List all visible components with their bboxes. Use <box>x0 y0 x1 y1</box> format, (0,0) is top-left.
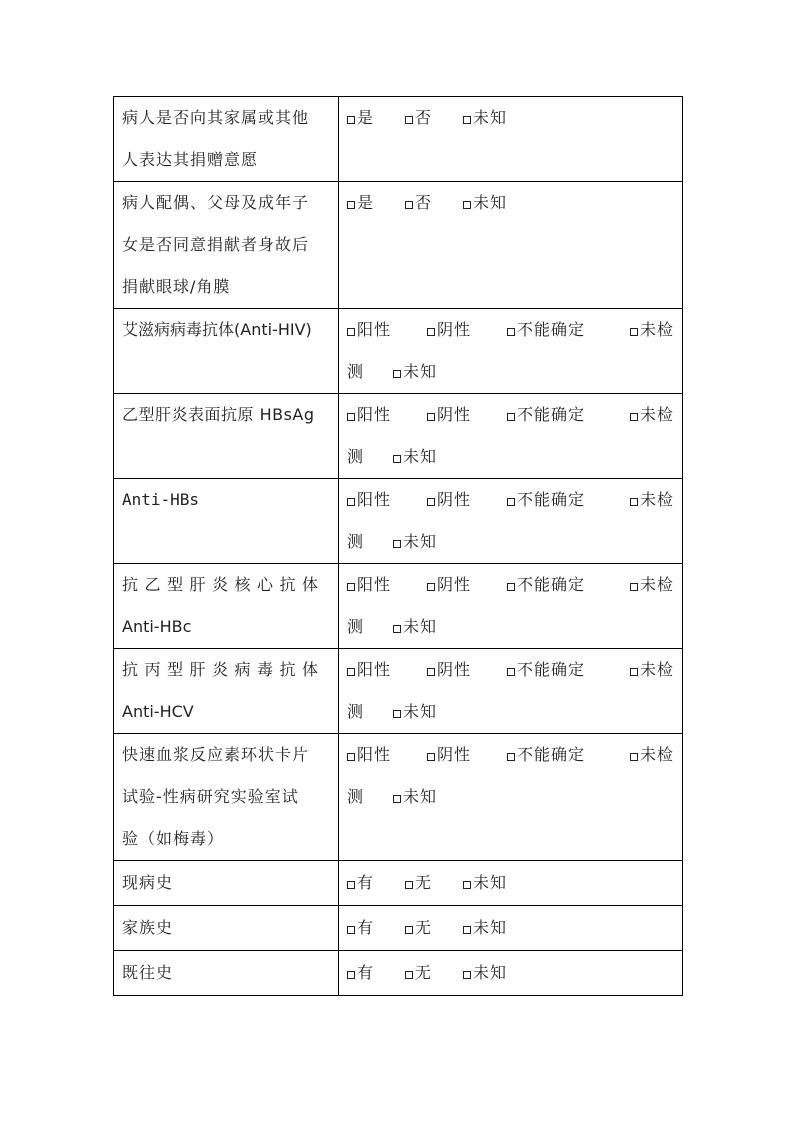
checkbox[interactable] <box>463 971 471 979</box>
checkbox[interactable] <box>507 413 515 421</box>
question-line: 人表达其捐赠意愿 <box>122 150 259 169</box>
answer-cell <box>339 564 683 649</box>
option-not-tested[interactable]: 未检 <box>630 309 674 351</box>
checkbox[interactable] <box>347 971 355 979</box>
option-not-tested[interactable]: 未检 <box>630 734 674 776</box>
question-line: 快速血浆反应素环状卡片 <box>122 745 310 764</box>
checkbox[interactable] <box>507 498 515 506</box>
table-row <box>114 861 683 906</box>
option-unknown[interactable]: 未知 <box>463 906 507 950</box>
option-no[interactable]: 否 <box>405 182 463 224</box>
answer-cell <box>339 861 683 906</box>
option-not-tested-continued: 测 <box>347 617 365 636</box>
checkbox[interactable] <box>507 668 515 676</box>
option-yes[interactable]: 是 <box>347 97 405 139</box>
question-cell <box>114 479 339 564</box>
question-line: 既往史 <box>122 963 174 982</box>
question-cell <box>114 309 339 394</box>
checkbox[interactable] <box>393 370 401 378</box>
question-line: 女是否同意捐献者身故后 <box>122 235 310 254</box>
option-yes[interactable]: 有 <box>347 951 405 995</box>
question-line: 病人配偶、父母及成年子 <box>122 193 310 212</box>
question-line: 抗丙型肝炎病毒抗体 <box>122 660 325 679</box>
question-cell <box>114 906 339 951</box>
table-row <box>114 182 683 309</box>
table-row <box>114 564 683 649</box>
option-yes[interactable]: 有 <box>347 861 405 905</box>
checkbox[interactable] <box>463 116 471 124</box>
checkbox[interactable] <box>393 795 401 803</box>
checkbox[interactable] <box>427 668 435 676</box>
answer-cell <box>339 649 683 734</box>
checkbox[interactable] <box>347 413 355 421</box>
question-line: 现病史 <box>122 873 174 892</box>
question-cell <box>114 182 339 309</box>
question-line: 病人是否向其家属或其他 <box>122 108 310 127</box>
question-line: 捐献眼球/角膜 <box>122 277 231 296</box>
option-positive[interactable]: 阳性 <box>347 734 427 776</box>
checkbox[interactable] <box>347 668 355 676</box>
option-positive[interactable]: 阳性 <box>347 564 427 606</box>
question-line: Anti-HBc <box>122 617 192 636</box>
option-not-tested[interactable]: 未检 <box>630 649 674 691</box>
answer-cell <box>339 479 683 564</box>
checkbox[interactable] <box>347 881 355 889</box>
option-yes[interactable]: 有 <box>347 906 405 950</box>
checkbox[interactable] <box>630 668 638 676</box>
option-not-tested[interactable]: 未检 <box>630 394 674 436</box>
checkbox[interactable] <box>393 710 401 718</box>
question-line: 验（如梅毒） <box>122 829 225 848</box>
checkbox[interactable] <box>427 328 435 336</box>
checkbox[interactable] <box>347 201 355 209</box>
option-indeterminate[interactable]: 不能确定 <box>507 309 625 351</box>
option-unknown[interactable]: 未知 <box>393 606 437 648</box>
option-indeterminate[interactable]: 不能确定 <box>507 649 625 691</box>
option-unknown[interactable]: 未知 <box>463 951 507 995</box>
option-negative[interactable]: 阴性 <box>427 734 507 776</box>
option-unknown[interactable]: 未知 <box>393 436 437 478</box>
option-negative[interactable]: 阴性 <box>427 479 507 521</box>
option-indeterminate[interactable]: 不能确定 <box>507 479 625 521</box>
checkbox[interactable] <box>347 328 355 336</box>
checkbox[interactable] <box>347 753 355 761</box>
checkbox[interactable] <box>630 413 638 421</box>
answer-cell <box>339 734 683 861</box>
checkbox[interactable] <box>630 753 638 761</box>
checkbox[interactable] <box>347 116 355 124</box>
question-line: Anti-HCV <box>122 702 194 721</box>
option-no[interactable]: 无 <box>405 951 463 995</box>
checkbox[interactable] <box>507 583 515 591</box>
answer-cell <box>339 394 683 479</box>
question-cell <box>114 861 339 906</box>
checkbox[interactable] <box>463 926 471 934</box>
option-unknown[interactable]: 未知 <box>463 182 507 224</box>
option-not-tested-continued: 测 <box>347 447 365 466</box>
option-positive[interactable]: 阳性 <box>347 309 427 351</box>
table-row <box>114 394 683 479</box>
checkbox[interactable] <box>630 583 638 591</box>
option-unknown[interactable]: 未知 <box>463 861 507 905</box>
answer-cell <box>339 309 683 394</box>
question-line: Anti-HBs <box>122 490 200 509</box>
question-line: 试验-性病研究实验室试 <box>122 787 299 806</box>
option-not-tested-continued: 测 <box>347 702 365 721</box>
option-negative[interactable]: 阴性 <box>427 394 507 436</box>
checkbox[interactable] <box>427 753 435 761</box>
option-unknown[interactable]: 未知 <box>393 776 437 818</box>
checkbox[interactable] <box>463 201 471 209</box>
answer-cell <box>339 951 683 996</box>
checkbox[interactable] <box>507 328 515 336</box>
checkbox[interactable] <box>630 328 638 336</box>
table-row <box>114 951 683 996</box>
option-not-tested[interactable]: 未检 <box>630 479 674 521</box>
question-cell <box>114 97 339 182</box>
option-positive[interactable]: 阳性 <box>347 649 427 691</box>
checkbox[interactable] <box>405 926 413 934</box>
checkbox[interactable] <box>427 583 435 591</box>
checkbox[interactable] <box>405 881 413 889</box>
option-indeterminate[interactable]: 不能确定 <box>507 734 625 776</box>
table-row <box>114 97 683 182</box>
table-row <box>114 479 683 564</box>
option-negative[interactable]: 阴性 <box>427 564 507 606</box>
option-not-tested-continued: 测 <box>347 362 365 381</box>
checkbox[interactable] <box>405 201 413 209</box>
question-line: 家族史 <box>122 918 174 937</box>
checkbox[interactable] <box>347 926 355 934</box>
question-line: 艾滋病病毒抗体(Anti-HIV) <box>122 320 312 339</box>
checkbox[interactable] <box>507 753 515 761</box>
checkbox[interactable] <box>347 583 355 591</box>
checkbox[interactable] <box>427 413 435 421</box>
answer-cell <box>339 906 683 951</box>
option-not-tested-continued: 测 <box>347 787 365 806</box>
option-not-tested-continued: 测 <box>347 532 365 551</box>
checkbox[interactable] <box>463 881 471 889</box>
option-no[interactable]: 无 <box>405 906 463 950</box>
option-indeterminate[interactable]: 不能确定 <box>507 394 625 436</box>
checkbox[interactable] <box>405 116 413 124</box>
checkbox[interactable] <box>393 625 401 633</box>
option-positive[interactable]: 阳性 <box>347 394 427 436</box>
answer-cell <box>339 182 683 309</box>
question-cell <box>114 649 339 734</box>
table-row <box>114 734 683 861</box>
question-line: 乙型肝炎表面抗原 HBsAg <box>122 405 315 424</box>
option-unknown[interactable]: 未知 <box>393 691 437 733</box>
option-indeterminate[interactable]: 不能确定 <box>507 564 625 606</box>
option-positive[interactable]: 阳性 <box>347 479 427 521</box>
question-cell <box>114 734 339 861</box>
table-row <box>114 906 683 951</box>
option-not-tested[interactable]: 未检 <box>630 564 674 606</box>
option-unknown[interactable]: 未知 <box>393 351 437 393</box>
option-yes[interactable]: 是 <box>347 182 405 224</box>
table-row <box>114 649 683 734</box>
checkbox[interactable] <box>427 498 435 506</box>
question-cell <box>114 394 339 479</box>
question-cell <box>114 951 339 996</box>
question-cell <box>114 564 339 649</box>
checkbox[interactable] <box>393 455 401 463</box>
checkbox[interactable] <box>630 498 638 506</box>
option-no[interactable]: 否 <box>405 97 463 139</box>
option-unknown[interactable]: 未知 <box>393 521 437 563</box>
option-negative[interactable]: 阴性 <box>427 649 507 691</box>
option-no[interactable]: 无 <box>405 861 463 905</box>
medical-history-form-table <box>113 96 683 996</box>
option-negative[interactable]: 阴性 <box>427 309 507 351</box>
option-unknown[interactable]: 未知 <box>463 97 507 139</box>
question-line: 抗乙型肝炎核心抗体 <box>122 575 325 594</box>
answer-cell <box>339 97 683 182</box>
checkbox[interactable] <box>405 971 413 979</box>
checkbox[interactable] <box>347 498 355 506</box>
table-row <box>114 309 683 394</box>
checkbox[interactable] <box>393 540 401 548</box>
